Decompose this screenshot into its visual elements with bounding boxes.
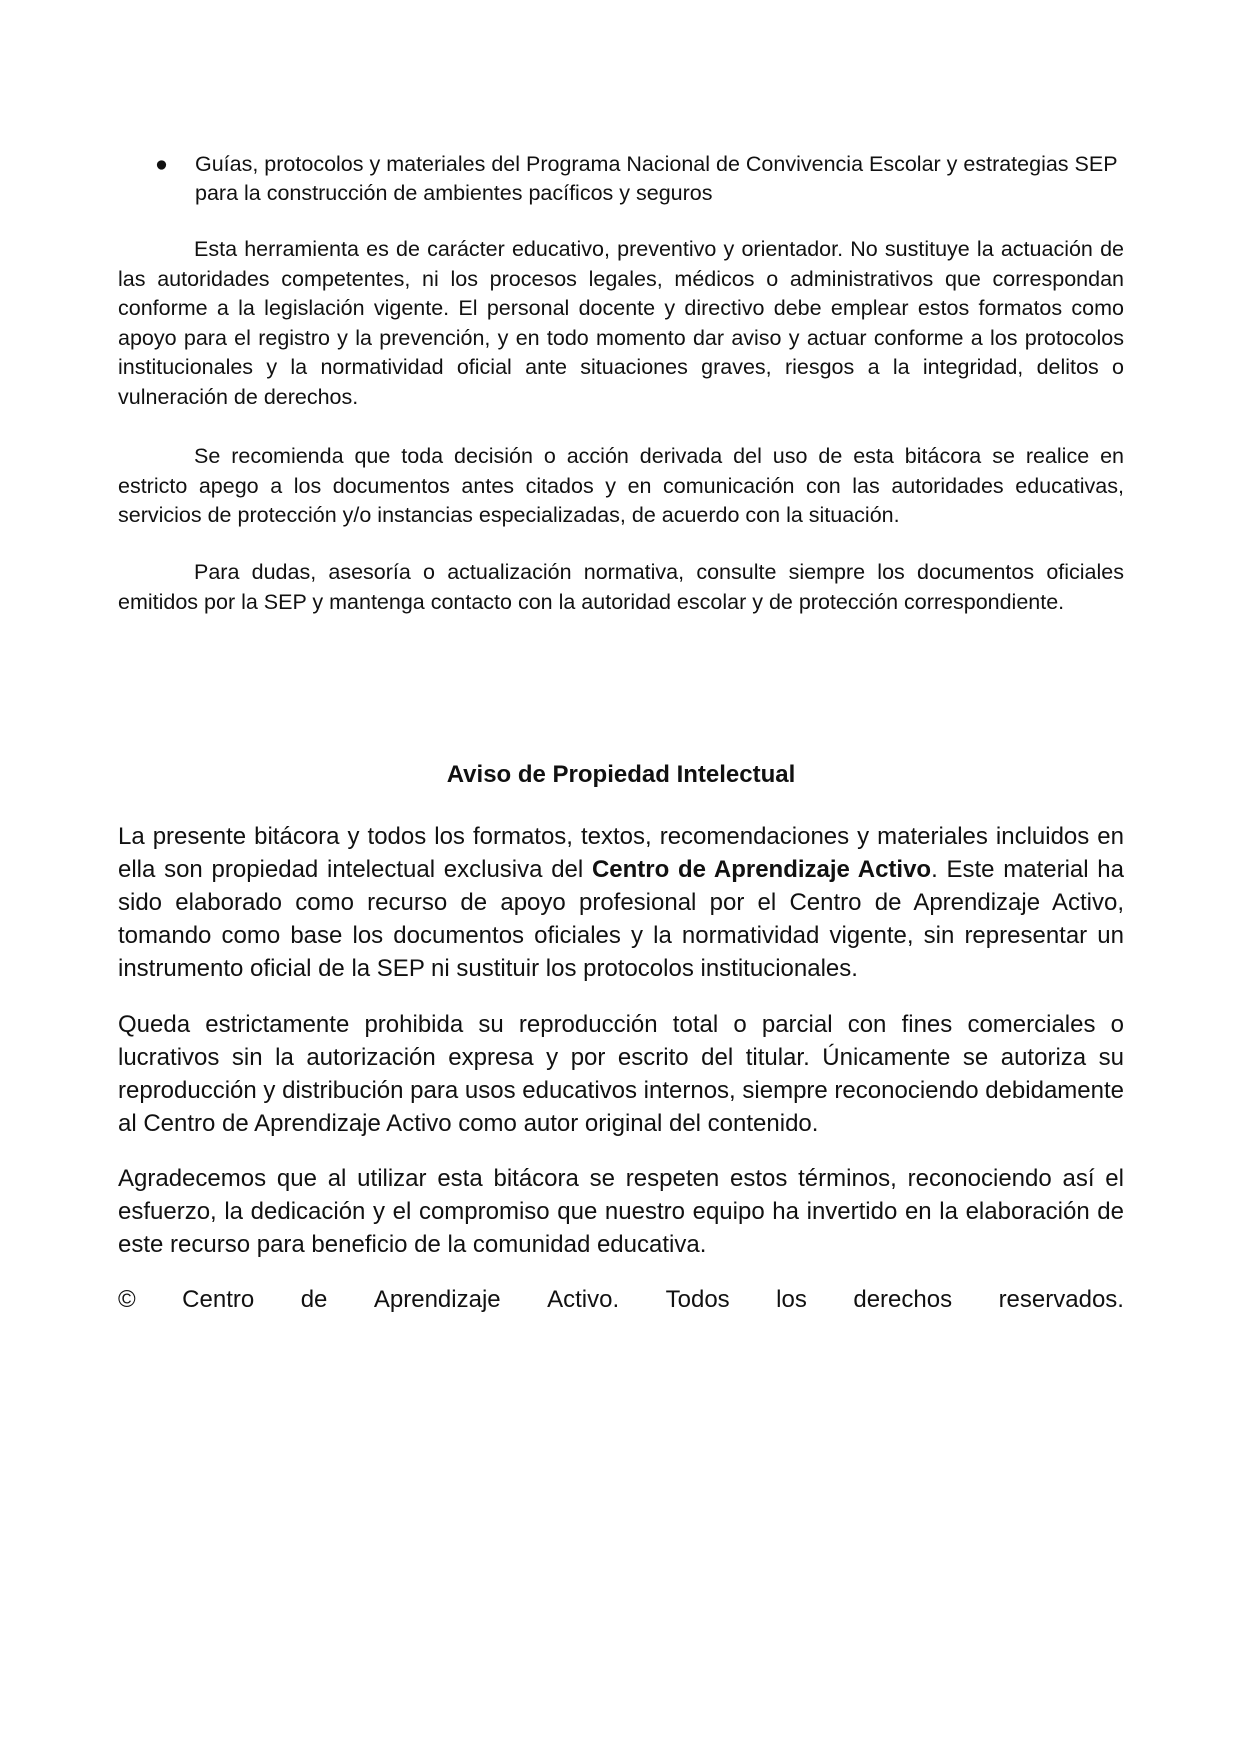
disclaimer-paragraph-1: Esta herramienta es de carácter educativo, preventivo y orientador. No sustituye la actuación de las autoridades competentes, ni los procesos legales, médicos o administrativos que correspondan conforme a la legislación vigente. El personal docente y directivo debe emplear estos formatos como apoyo para el registro y la prevención, y en todo momento dar aviso y actuar conforme a los protocolos institucionales y la normatividad oficial ante situaciones graves, riesgos a la integridad, delitos o vulneración de derechos. [118, 237, 1124, 409]
section-heading: Aviso de Propiedad Intelectual [446, 761, 796, 788]
copyright-word: Centro [182, 1286, 255, 1313]
copyright-word: derechos [853, 1286, 953, 1313]
notice-paragraph-1 [118, 820, 1124, 985]
copyright-word: Activo. [547, 1286, 620, 1313]
bullet-list-item [153, 150, 1133, 208]
disclaimer-paragraph-3: Para dudas, asesoría o actualización normativa, consulte siempre los documentos oficiales emitidos por la SEP y mantenga contacto con la autoridad escolar y de protección correspondiente. [118, 560, 1124, 614]
copyright-word: de [300, 1286, 328, 1313]
copyright-symbol: © [118, 1286, 136, 1313]
copyright-word: Todos [665, 1286, 730, 1313]
notice-text: . Este material ha sido elaborado como recurso de apoyo profesional por el Centro de Aprendizaje Activo, tomando como base los documentos oficiales y la normatividad vigente, sin representar un instrumento oficial de la SEP ni sustituir los protocolos institucionales. [118, 856, 1124, 982]
notice-paragraph-2: Queda estrictamente prohibida su reproducción total o parcial con fines comerciales o lucrativos sin la autorización expresa y por escrito del titular. Únicamente se autoriza su reproducción y distribución para usos educativos internos, siempre reconociendo debidamente al Centro de Aprendizaje Activo como autor original del contenido. [118, 1011, 1124, 1137]
copyright-word: reservados. [998, 1286, 1124, 1313]
notice-paragraph-3: Agradecemos que al utilizar esta bitácora se respeten estos términos, reconociendo así el esfuerzo, la dedicación y el compromiso que nuestro equipo ha invertido en la elaboración de este recurso para beneficio de la comunidad educativa. [118, 1165, 1124, 1258]
copyright-word: los [776, 1286, 807, 1313]
notice-text: La presente bitácora y todos los formatos, textos, recomendaciones y materiales incluidos en ella son propiedad intelectual exclusiva del [118, 823, 1124, 883]
owner-name: Centro de Aprendizaje Activo [591, 856, 932, 883]
bullet-item-text: Guías, protocolos y materiales del Programa Nacional de Convivencia Escolar y estrategias SEP para la construcción de ambientes pacíficos y seguros [195, 152, 1118, 205]
bullet-point-icon: ● [155, 152, 168, 176]
disclaimer-paragraph-2: Se recomienda que toda decisión o acción derivada del uso de esta bitácora se realice en estricto apego a los documentos antes citados y en comunicación con las autoridades educativas, servicios de protección y/o instancias especializadas, de acuerdo con la situación. [118, 444, 1124, 527]
copyright-line [118, 1283, 1124, 1316]
copyright-word: Aprendizaje [373, 1286, 501, 1313]
